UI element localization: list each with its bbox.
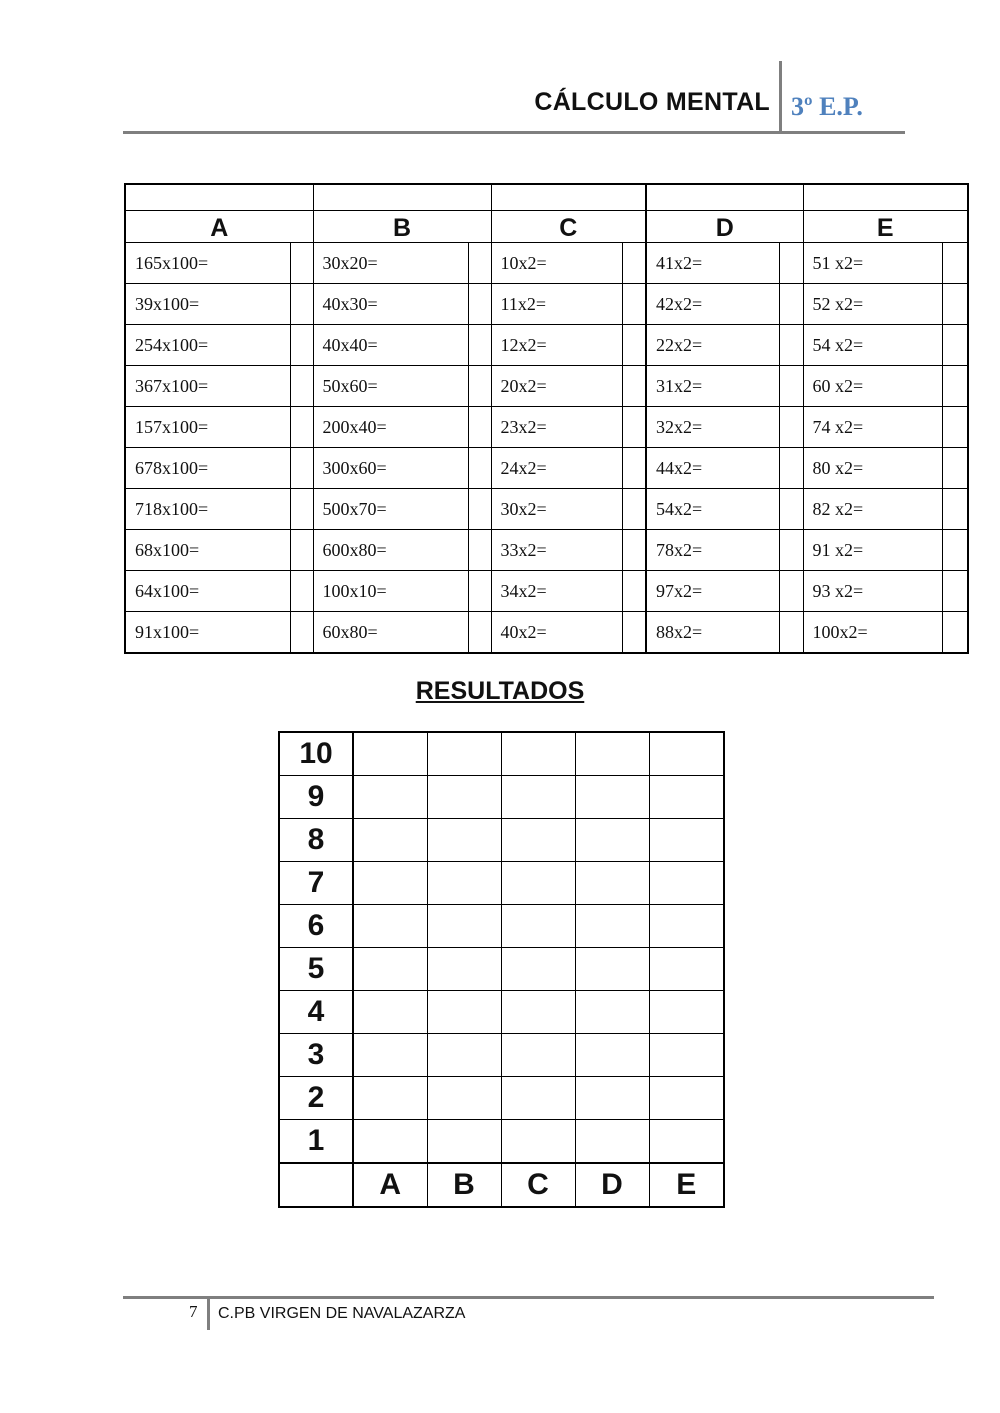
exercise-row [125,448,968,489]
answer-box[interactable] [468,243,491,284]
results-cell[interactable] [353,776,427,819]
results-cell[interactable] [353,948,427,991]
answer-box[interactable] [290,407,313,448]
answer-box[interactable] [468,530,491,571]
footer-divider [207,1296,210,1330]
exercise-b: 60x80= [313,612,468,654]
answer-box[interactable] [779,530,803,571]
blank-header-cell [803,184,968,211]
results-cell[interactable] [427,1120,501,1164]
results-column-d: D [575,1163,649,1207]
answer-box[interactable] [468,489,491,530]
exercise-row [125,243,968,284]
exercise-a: 91x100= [125,612,290,654]
results-cell[interactable] [501,1120,575,1164]
answer-box[interactable] [622,284,646,325]
school-name: C.PB VIRGEN DE NAVALAZARZA [218,1305,466,1322]
score-label: 9 [279,776,353,819]
answer-box[interactable] [622,366,646,407]
answer-box[interactable] [779,243,803,284]
answer-box[interactable] [942,366,968,407]
results-cell[interactable] [353,732,427,776]
exercise-row [125,366,968,407]
answer-box[interactable] [779,448,803,489]
blank-header-cell [646,184,803,211]
results-cell[interactable] [501,819,575,862]
exercise-c: 20x2= [491,366,622,407]
exercise-b: 50x60= [313,366,468,407]
results-row [279,732,724,776]
exercise-c: 11x2= [491,284,622,325]
exercise-c: 30x2= [491,489,622,530]
exercise-b: 30x20= [313,243,468,284]
exercise-b: 40x30= [313,284,468,325]
grade-label: 3º E.P. [791,92,863,121]
answer-box[interactable] [779,489,803,530]
results-cell[interactable] [501,905,575,948]
results-cell[interactable] [575,1034,649,1077]
results-cell[interactable] [649,776,724,819]
blank-header-cell [125,184,313,211]
exercise-a: 68x100= [125,530,290,571]
answer-box[interactable] [468,366,491,407]
exercise-c: 10x2= [491,243,622,284]
column-header-a: A [125,211,313,243]
answer-box[interactable] [779,366,803,407]
answer-box[interactable] [290,243,313,284]
answer-box[interactable] [942,612,968,654]
results-cell[interactable] [649,991,724,1034]
results-cell[interactable] [501,1034,575,1077]
exercise-d: 22x2= [646,325,779,366]
exercise-a: 367x100= [125,366,290,407]
answer-box[interactable] [622,571,646,612]
answer-box[interactable] [942,407,968,448]
exercise-b: 100x10= [313,571,468,612]
exercise-e: 52 x2= [803,284,942,325]
exercise-row [125,571,968,612]
answer-box[interactable] [468,571,491,612]
answer-box[interactable] [622,530,646,571]
results-cell[interactable] [649,732,724,776]
results-cell[interactable] [649,862,724,905]
results-row [279,1077,724,1120]
results-cell[interactable] [427,1034,501,1077]
answer-box[interactable] [468,448,491,489]
score-label: 2 [279,1077,353,1120]
header-rule [123,131,905,134]
results-cell[interactable] [575,819,649,862]
results-cell[interactable] [353,862,427,905]
exercise-a: 64x100= [125,571,290,612]
column-header-b: B [313,211,491,243]
exercise-d: 88x2= [646,612,779,654]
score-label: 4 [279,991,353,1034]
answer-box[interactable] [779,571,803,612]
exercise-row [125,407,968,448]
results-row [279,776,724,819]
exercise-a: 678x100= [125,448,290,489]
results-row [279,862,724,905]
answer-box[interactable] [290,366,313,407]
header-divider [779,61,782,133]
results-cell[interactable] [501,1077,575,1120]
answer-box[interactable] [622,407,646,448]
results-cell[interactable] [649,819,724,862]
answer-box[interactable] [779,325,803,366]
exercise-a: 718x100= [125,489,290,530]
results-title: RESULTADOS [415,677,585,705]
corner-cell [279,1163,353,1207]
answer-box[interactable] [942,325,968,366]
document-title: CÁLCULO MENTAL [534,88,770,116]
results-grid [278,731,725,1208]
answer-box[interactable] [468,407,491,448]
exercise-e: 91 x2= [803,530,942,571]
results-cell[interactable] [649,948,724,991]
answer-box[interactable] [622,489,646,530]
results-cell[interactable] [427,732,501,776]
exercise-a: 157x100= [125,407,290,448]
results-cell[interactable] [353,819,427,862]
results-cell[interactable] [353,1077,427,1120]
results-column-c: C [501,1163,575,1207]
answer-box[interactable] [622,612,646,654]
exercise-c: 40x2= [491,612,622,654]
results-cell[interactable] [501,948,575,991]
exercise-b: 600x80= [313,530,468,571]
exercise-c: 12x2= [491,325,622,366]
results-cell[interactable] [353,905,427,948]
results-cell[interactable] [649,905,724,948]
results-cell[interactable] [501,776,575,819]
exercise-d: 42x2= [646,284,779,325]
score-label: 10 [279,732,353,776]
exercise-d: 97x2= [646,571,779,612]
results-cell[interactable] [427,1077,501,1120]
results-footer-row [279,1163,724,1207]
answer-box[interactable] [290,284,313,325]
results-cell[interactable] [427,819,501,862]
exercise-b: 200x40= [313,407,468,448]
exercise-b: 40x40= [313,325,468,366]
results-cell[interactable] [575,1077,649,1120]
results-cell[interactable] [649,1034,724,1077]
answer-box[interactable] [468,325,491,366]
results-cell[interactable] [575,862,649,905]
score-label: 6 [279,905,353,948]
results-cell[interactable] [501,732,575,776]
results-cell[interactable] [353,991,427,1034]
column-header-d: D [646,211,803,243]
answer-box[interactable] [942,489,968,530]
answer-box[interactable] [290,325,313,366]
exercise-a: 254x100= [125,325,290,366]
exercise-b: 500x70= [313,489,468,530]
results-cell[interactable] [575,1120,649,1164]
results-cell[interactable] [575,991,649,1034]
exercise-row [125,284,968,325]
answer-box[interactable] [290,530,313,571]
exercises-table [124,183,969,654]
footer-rule [123,1296,934,1299]
answer-box[interactable] [779,284,803,325]
answer-box[interactable] [290,448,313,489]
exercise-row [125,612,968,654]
answer-box[interactable] [622,448,646,489]
answer-box[interactable] [942,243,968,284]
results-cell[interactable] [427,862,501,905]
exercise-e: 54 x2= [803,325,942,366]
exercise-d: 78x2= [646,530,779,571]
exercise-d: 54x2= [646,489,779,530]
exercise-row [125,325,968,366]
score-label: 5 [279,948,353,991]
answer-box[interactable] [942,448,968,489]
results-cell[interactable] [575,732,649,776]
results-row [279,905,724,948]
results-cell[interactable] [501,862,575,905]
exercise-e: 51 x2= [803,243,942,284]
results-row [279,991,724,1034]
answer-box[interactable] [942,284,968,325]
exercise-row [125,530,968,571]
answer-box[interactable] [290,612,313,654]
results-cell[interactable] [649,1120,724,1164]
exercise-c: 23x2= [491,407,622,448]
score-label: 7 [279,862,353,905]
score-label: 3 [279,1034,353,1077]
exercise-a: 165x100= [125,243,290,284]
score-label: 1 [279,1120,353,1164]
blank-header-cell [313,184,491,211]
exercise-d: 32x2= [646,407,779,448]
results-row [279,1034,724,1077]
exercise-e: 93 x2= [803,571,942,612]
answer-box[interactable] [622,243,646,284]
answer-box[interactable] [942,530,968,571]
exercise-c: 33x2= [491,530,622,571]
answer-box[interactable] [468,612,491,654]
results-cell[interactable] [575,905,649,948]
results-cell[interactable] [353,1034,427,1077]
results-cell[interactable] [427,776,501,819]
exercise-d: 41x2= [646,243,779,284]
results-row [279,948,724,991]
column-header-c: C [491,211,646,243]
results-row [279,819,724,862]
results-cell[interactable] [353,1120,427,1164]
score-label: 8 [279,819,353,862]
answer-box[interactable] [779,407,803,448]
exercise-c: 24x2= [491,448,622,489]
exercise-b: 300x60= [313,448,468,489]
results-cell[interactable] [427,948,501,991]
exercise-c: 34x2= [491,571,622,612]
exercise-e: 74 x2= [803,407,942,448]
results-cell[interactable] [427,991,501,1034]
answer-box[interactable] [468,284,491,325]
answer-box[interactable] [622,325,646,366]
results-column-a: A [353,1163,427,1207]
column-header-e: E [803,211,968,243]
answer-box[interactable] [779,612,803,654]
exercise-e: 100x2= [803,612,942,654]
answer-box[interactable] [290,571,313,612]
results-column-e: E [649,1163,724,1207]
results-column-b: B [427,1163,501,1207]
results-row [279,1120,724,1164]
results-cell[interactable] [575,948,649,991]
page-number: 7 [189,1302,198,1321]
exercise-e: 82 x2= [803,489,942,530]
results-cell[interactable] [501,991,575,1034]
exercise-e: 60 x2= [803,366,942,407]
results-cell[interactable] [427,905,501,948]
exercise-row [125,489,968,530]
exercise-d: 44x2= [646,448,779,489]
answer-box[interactable] [290,489,313,530]
answer-box[interactable] [942,571,968,612]
results-cell[interactable] [575,776,649,819]
exercise-e: 80 x2= [803,448,942,489]
exercise-d: 31x2= [646,366,779,407]
exercise-a: 39x100= [125,284,290,325]
results-cell[interactable] [649,1077,724,1120]
blank-header-cell [491,184,646,211]
